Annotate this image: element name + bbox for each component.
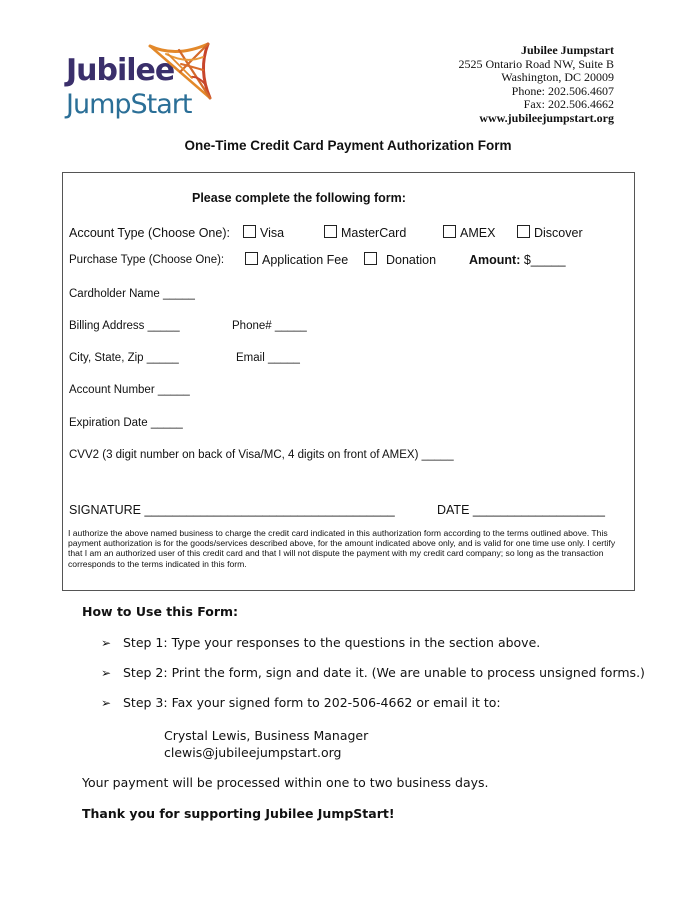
checkbox-icon[interactable] bbox=[443, 225, 456, 238]
checkbox-label: AMEX bbox=[460, 226, 496, 240]
account-number-field[interactable]: Account Number _____ bbox=[69, 384, 190, 396]
contact-email-link[interactable]: clewis@jubileejumpstart.org bbox=[164, 745, 342, 760]
amount-value[interactable]: $_____ bbox=[523, 253, 566, 267]
address-block bbox=[458, 44, 614, 126]
amount-field[interactable] bbox=[469, 253, 566, 267]
form-heading: Please complete the following form: bbox=[192, 191, 406, 205]
account-type-label: Account Type (Choose One): bbox=[69, 226, 230, 240]
logo-text-jubilee: Jubilee bbox=[66, 53, 175, 88]
authorization-text: I authorize the above named business to charge the credit card indicated in this authorization form according to the terms outlined above. This payment authorization is for the goods/services described above, for the amount indicated above only, and is valid for one time use only. I certify that I am an authorized user of this credit card and that I will not dispute the payment with my credit card company; so long as the transaction corresponds to the terms indicated in this form. bbox=[68, 528, 616, 569]
checkbox-label: Discover bbox=[534, 226, 583, 240]
how-to-title: How to Use this Form: bbox=[82, 604, 239, 619]
checkbox-icon[interactable] bbox=[517, 225, 530, 238]
checkbox-mastercard[interactable] bbox=[324, 225, 406, 240]
arrow-bullet-icon: ➢ bbox=[101, 666, 112, 680]
step-text: Step 3: Fax your signed form to 202-506-4662 or email it to: bbox=[123, 695, 501, 710]
thank-you-note: Thank you for supporting Jubilee JumpStart! bbox=[82, 806, 395, 821]
arrow-bullet-icon: ➢ bbox=[101, 636, 112, 650]
org-name: Jubilee Jumpstart bbox=[521, 43, 614, 57]
date-field[interactable]: DATE ___________________ bbox=[437, 503, 605, 517]
email-field[interactable]: Email _____ bbox=[236, 352, 300, 364]
checkbox-label: Application Fee bbox=[262, 253, 349, 267]
website-link[interactable]: www.jubileejumpstart.org bbox=[479, 110, 614, 125]
phone-number: Phone: 202.506.4607 bbox=[511, 83, 614, 98]
spiderweb-logo-icon bbox=[146, 40, 214, 102]
processing-note: Your payment will be processed within one to two business days. bbox=[82, 775, 489, 790]
checkbox-application-fee[interactable] bbox=[245, 252, 348, 267]
arrow-bullet-icon: ➢ bbox=[101, 696, 112, 710]
step-1 bbox=[101, 635, 540, 650]
step-text: Step 2: Print the form, sign and date it. (We are unable to process unsigned forms.) bbox=[123, 665, 645, 680]
amount-label: Amount: bbox=[469, 253, 521, 267]
logo-text-jumpstart: JumpStart bbox=[66, 89, 192, 120]
cvv-field[interactable]: CVV2 (3 digit number on back of Visa/MC, 4 digits on front of AMEX) _____ bbox=[69, 449, 454, 461]
purchase-type-label: Purchase Type (Choose One): bbox=[69, 254, 225, 266]
checkbox-discover[interactable] bbox=[517, 225, 583, 240]
fax-number: Fax: 202.506.4662 bbox=[523, 97, 614, 112]
contact-name: Crystal Lewis, Business Manager bbox=[164, 728, 369, 743]
checkbox-icon[interactable] bbox=[245, 252, 258, 265]
phone-field[interactable]: Phone# _____ bbox=[232, 320, 307, 332]
cardholder-name-field[interactable]: Cardholder Name _____ bbox=[69, 288, 195, 300]
checkbox-label: Donation bbox=[386, 253, 437, 267]
city-address: Washington, DC 20009 bbox=[501, 70, 614, 85]
checkbox-amex[interactable] bbox=[443, 225, 495, 240]
checkbox-icon[interactable] bbox=[324, 225, 337, 238]
city-state-zip-field[interactable]: City, State, Zip _____ bbox=[69, 352, 179, 364]
page-title: One-Time Credit Card Payment Authorization Form bbox=[184, 138, 512, 153]
step-text: Step 1: Type your responses to the questions in the section above. bbox=[123, 635, 541, 650]
checkbox-icon[interactable] bbox=[243, 225, 256, 238]
checkbox-icon[interactable] bbox=[364, 252, 377, 265]
checkbox-visa[interactable] bbox=[243, 225, 284, 240]
expiration-date-field[interactable]: Expiration Date _____ bbox=[69, 417, 183, 429]
billing-address-field[interactable]: Billing Address _____ bbox=[69, 320, 180, 332]
signature-field[interactable]: SIGNATURE ____________________________________ bbox=[69, 503, 395, 517]
street-address: 2525 Ontario Road NW, Suite B bbox=[458, 56, 614, 71]
step-3 bbox=[101, 695, 501, 710]
checkbox-label: MasterCard bbox=[341, 226, 407, 240]
step-2 bbox=[101, 665, 645, 680]
checkbox-label: Visa bbox=[260, 226, 285, 240]
checkbox-donation[interactable] bbox=[364, 252, 436, 267]
